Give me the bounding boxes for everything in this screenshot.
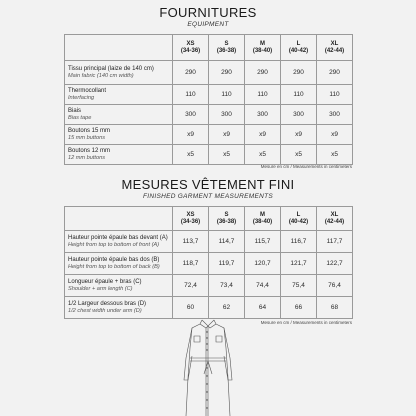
cell-value: 300 bbox=[245, 105, 281, 125]
cell-value: 72,4 bbox=[173, 275, 209, 297]
supplies-size-header: M (38-40) bbox=[245, 35, 281, 61]
row-label: Thermocollant Interfacing bbox=[65, 85, 173, 105]
cell-value: x5 bbox=[209, 145, 245, 165]
cell-value: 290 bbox=[281, 61, 317, 85]
cell-value: x9 bbox=[245, 125, 281, 145]
cell-value: 118,7 bbox=[173, 253, 209, 275]
cell-value: 110 bbox=[173, 85, 209, 105]
supplies-size-header: L (40-42) bbox=[281, 35, 317, 61]
cell-value: x5 bbox=[317, 145, 353, 165]
row-label: Boutons 12 mm 12 mm buttons bbox=[65, 145, 173, 165]
cell-value: 113,7 bbox=[173, 231, 209, 253]
cell-value: 117,7 bbox=[317, 231, 353, 253]
cell-value: 290 bbox=[245, 61, 281, 85]
table-row bbox=[65, 231, 353, 253]
measurements-size-header: S (36-38) bbox=[209, 207, 245, 231]
row-label: Biais Bias tape bbox=[65, 105, 173, 125]
cell-value: 290 bbox=[173, 61, 209, 85]
row-label: Boutons 15 mm 15 mm buttons bbox=[65, 125, 173, 145]
cell-value: 62 bbox=[209, 297, 245, 319]
cell-value: 115,7 bbox=[245, 231, 281, 253]
cell-value: x9 bbox=[317, 125, 353, 145]
cell-value: 290 bbox=[317, 61, 353, 85]
cell-value: 300 bbox=[317, 105, 353, 125]
table-row bbox=[65, 85, 353, 105]
cell-value: 110 bbox=[209, 85, 245, 105]
cell-value: 290 bbox=[209, 61, 245, 85]
cell-value: 60 bbox=[173, 297, 209, 319]
measurements-size-header: XS (34-36) bbox=[173, 207, 209, 231]
supplies-size-header: S (36-38) bbox=[209, 35, 245, 61]
supplies-header-blank bbox=[65, 35, 173, 61]
cell-value: x5 bbox=[281, 145, 317, 165]
cell-value: 66 bbox=[281, 297, 317, 319]
supplies-size-header: XS (34-36) bbox=[173, 35, 209, 61]
row-label: 1/2 Largeur dessous bras (D) 1/2 chest width under arm (D) bbox=[65, 297, 173, 319]
supplies-title: FOURNITURES bbox=[159, 5, 257, 20]
cell-value: x9 bbox=[281, 125, 317, 145]
table-row bbox=[65, 105, 353, 125]
measurements-header-row bbox=[65, 207, 353, 231]
cell-value: 116,7 bbox=[281, 231, 317, 253]
supplies-header-row bbox=[65, 35, 353, 61]
row-label: Hauteur pointe épaule bas dos (B) Height from top to bottom of back (B) bbox=[65, 253, 173, 275]
cell-value: 64 bbox=[245, 297, 281, 319]
table-row bbox=[65, 297, 353, 319]
cell-value: 114,7 bbox=[209, 231, 245, 253]
measurements-table bbox=[64, 206, 353, 319]
cell-value: 76,4 bbox=[317, 275, 353, 297]
measurements-size-header: XL (42-44) bbox=[317, 207, 353, 231]
cell-value: x5 bbox=[245, 145, 281, 165]
cell-value: 300 bbox=[209, 105, 245, 125]
cell-value: 75,4 bbox=[281, 275, 317, 297]
cell-value: 121,7 bbox=[281, 253, 317, 275]
cell-value: 122,7 bbox=[317, 253, 353, 275]
supplies-table bbox=[64, 34, 353, 165]
cell-value: 120,7 bbox=[245, 253, 281, 275]
cell-value: x9 bbox=[209, 125, 245, 145]
cell-value: 73,4 bbox=[209, 275, 245, 297]
cell-value: 110 bbox=[281, 85, 317, 105]
cell-value: 110 bbox=[317, 85, 353, 105]
table-row bbox=[65, 125, 353, 145]
cell-value: 74,4 bbox=[245, 275, 281, 297]
table-row bbox=[65, 253, 353, 275]
cell-value: 68 bbox=[317, 297, 353, 319]
table-row bbox=[65, 275, 353, 297]
row-label: Tissu principal (laize de 140 cm) Main fabric (140 cm width) bbox=[65, 61, 173, 85]
supplies-units-note: Mesure en cm / Measurements in centimeters bbox=[260, 164, 352, 169]
row-label: Hauteur pointe épaule bas devant (A) Height from top to bottom of front (A) bbox=[65, 231, 173, 253]
table-row bbox=[65, 145, 353, 165]
cell-value: x5 bbox=[173, 145, 209, 165]
cell-value: 110 bbox=[245, 85, 281, 105]
row-label: Longueur épaule + bras (C) Shoulder + arm length (C) bbox=[65, 275, 173, 297]
garment-sketch bbox=[180, 318, 236, 416]
cell-value: 300 bbox=[173, 105, 209, 125]
cell-value: x9 bbox=[173, 125, 209, 145]
measurements-size-header: M (38-40) bbox=[245, 207, 281, 231]
measurements-header-blank bbox=[65, 207, 173, 231]
supplies-size-header: XL (42-44) bbox=[317, 35, 353, 61]
cell-value: 119,7 bbox=[209, 253, 245, 275]
measurements-size-header: L (40-42) bbox=[281, 207, 317, 231]
measurements-title: MESURES VÊTEMENT FINI bbox=[121, 177, 295, 192]
supplies-subtitle: EQUIPMENT bbox=[187, 21, 229, 28]
table-row bbox=[65, 61, 353, 85]
measurements-subtitle: FINISHED GARMENT MEASUREMENTS bbox=[142, 193, 274, 200]
cell-value: 300 bbox=[281, 105, 317, 125]
measurements-units-note: Mesure en cm / Measurements in centimeters bbox=[260, 320, 352, 325]
